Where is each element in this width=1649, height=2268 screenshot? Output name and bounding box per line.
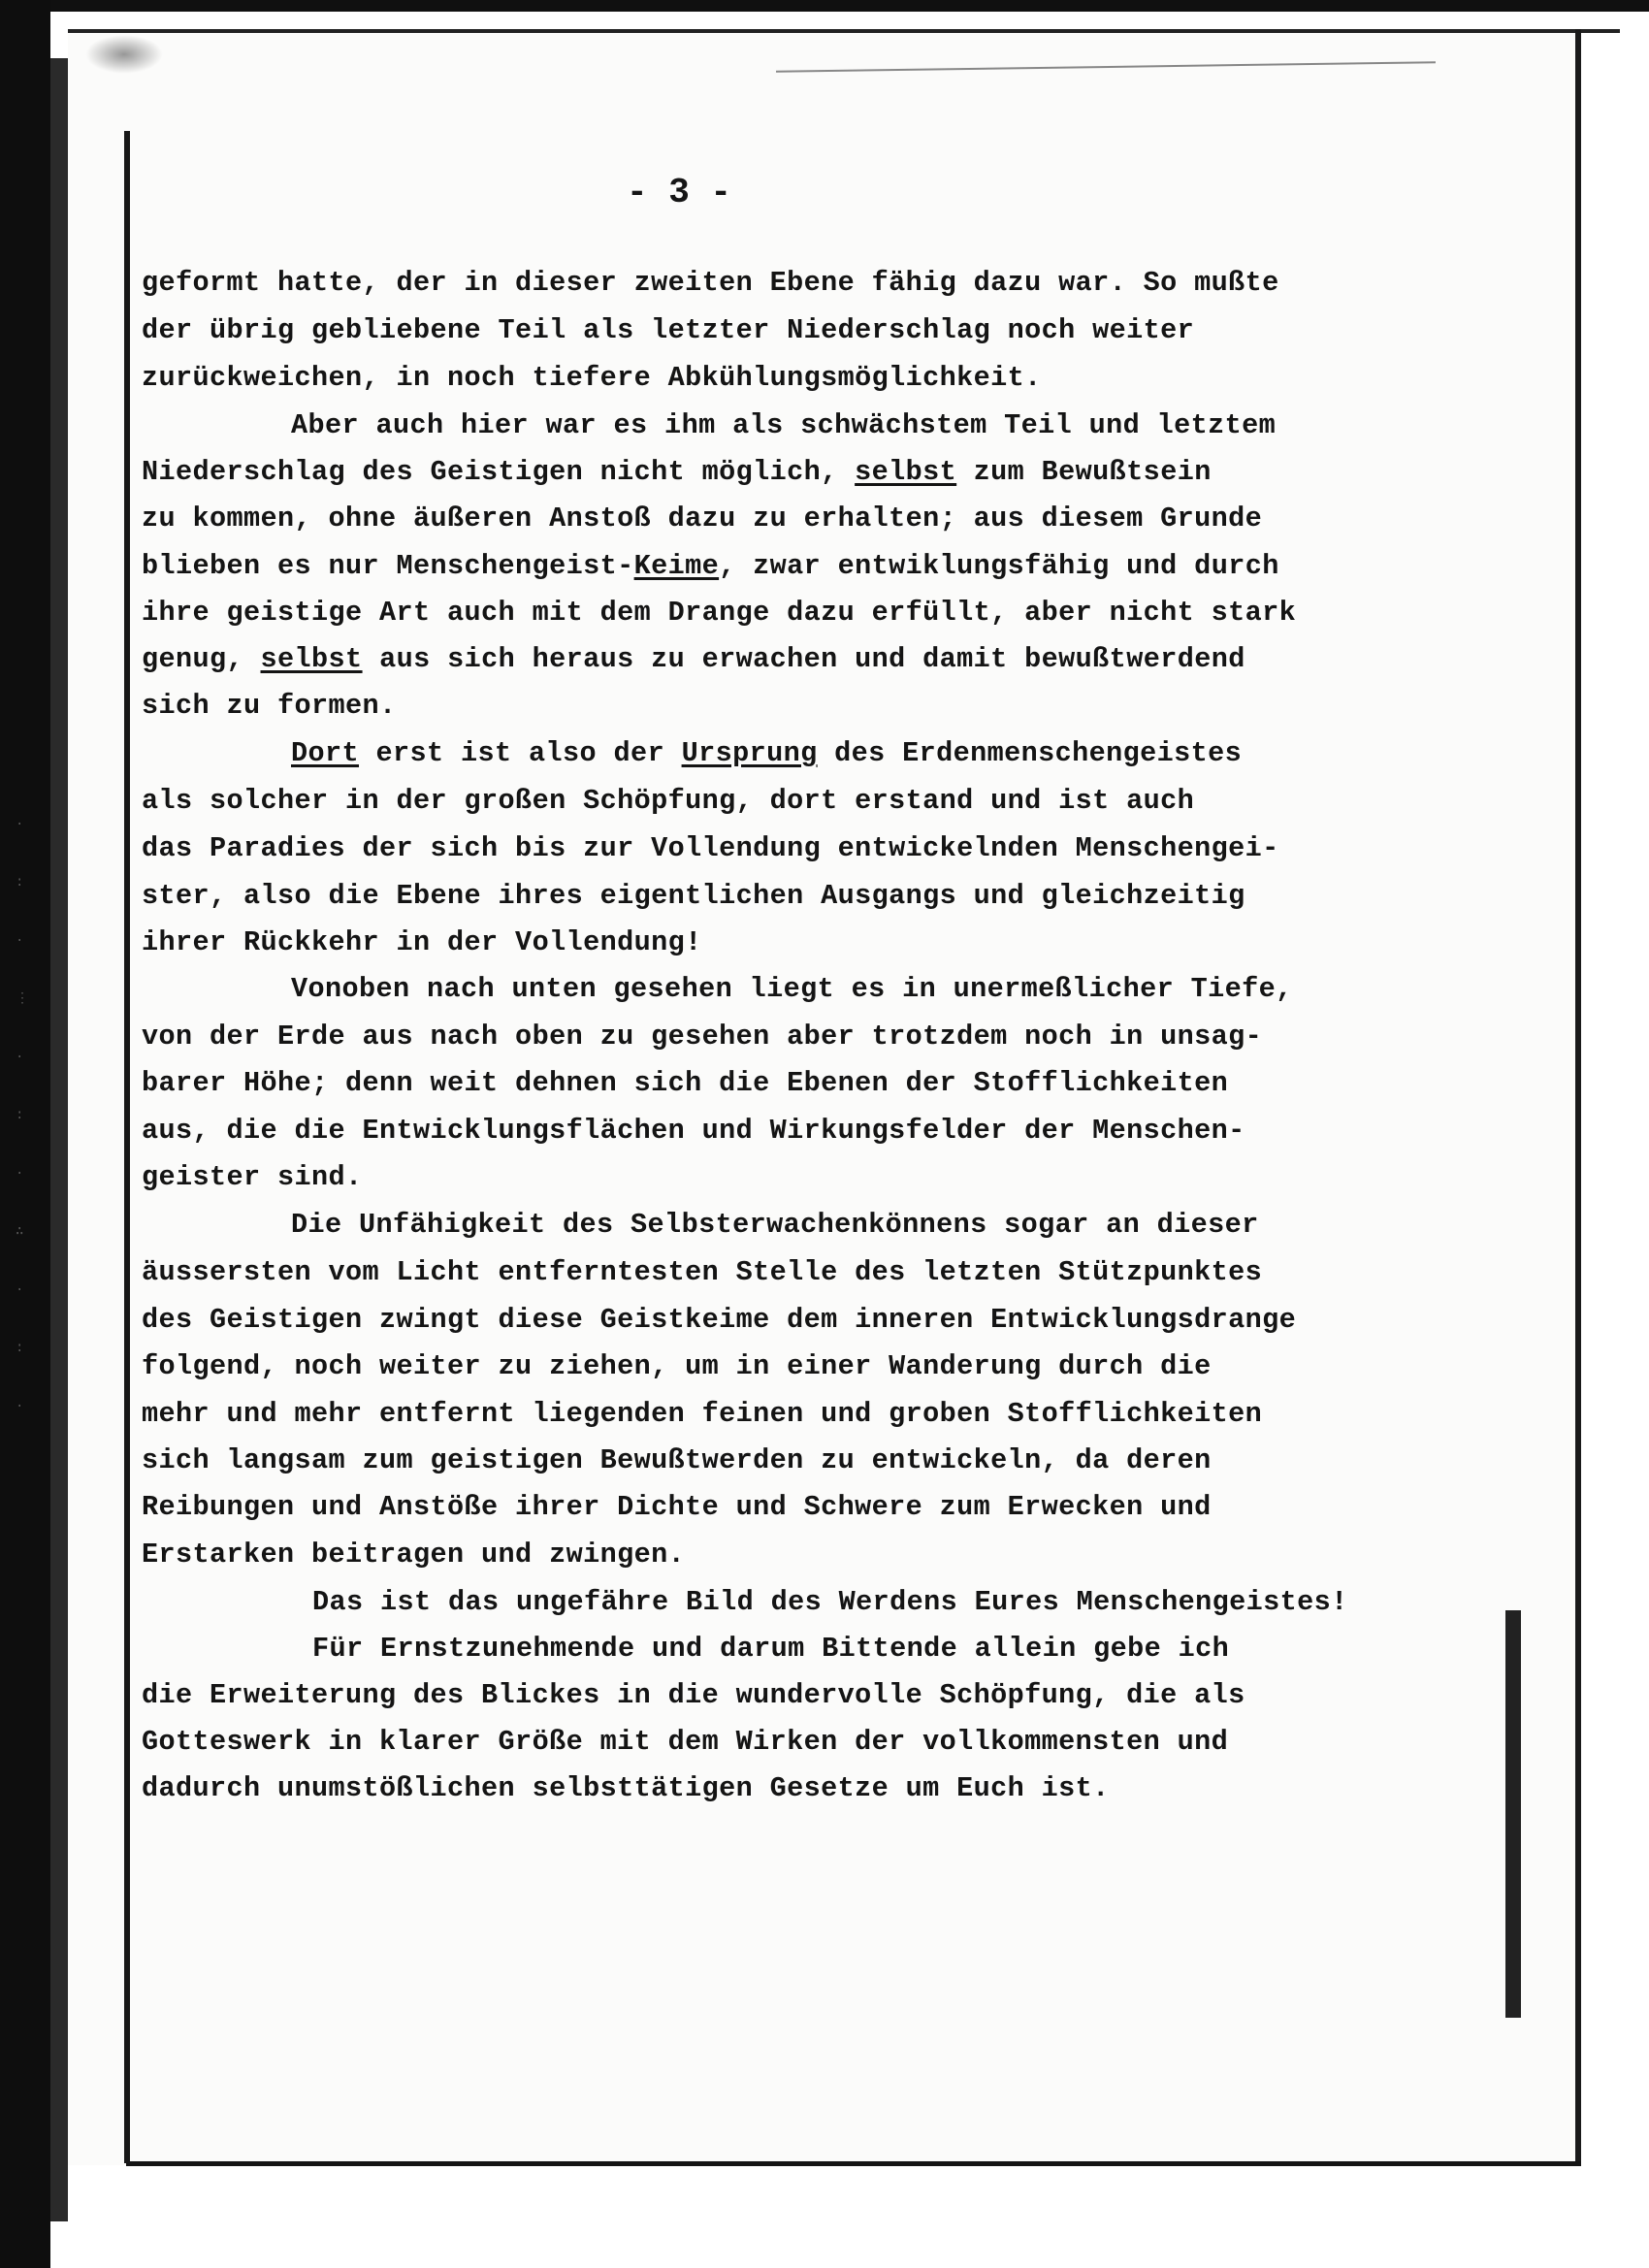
text-segment: aus sich heraus zu erwachen und damit bewußtwerdend (362, 643, 1245, 675)
text-line: Das ist das ungefähre Bild des Werdens Eures Menschengeistes! (312, 1586, 1348, 1618)
underlined-word: Ursprung (681, 737, 818, 769)
text-line: sich zu formen. (142, 690, 397, 722)
text-line: ster, also die Ebene ihres eigentlichen Ausgangs und gleichzeitig (142, 880, 1245, 912)
text-line: zu kommen, ohne äußeren Anstoß dazu zu erhalten; aus diesem Grunde (142, 502, 1263, 535)
text-line: ihrer Rückkehr in der Vollendung! (142, 926, 702, 958)
text-line: als solcher in der großen Schöpfung, dort erstand und ist auch (142, 785, 1195, 817)
text-segment: , zwar entwiklungsfähig und durch (719, 550, 1279, 582)
text-line: sich langsam zum geistigen Bewußtwerden zu entwickeln, da deren (142, 1444, 1212, 1476)
text-line: geister sind. (142, 1161, 363, 1193)
text-segment: des Erdenmenschengeistes (817, 737, 1243, 769)
text-line (291, 738, 1242, 769)
text-line: aus, die die Entwicklungsflächen und Wirkungsfelder der Menschen- (142, 1115, 1245, 1147)
underlined-word: Dort (291, 737, 360, 769)
text-line: geformt hatte, der in dieser zweiten Ebene fähig dazu war. So mußte (142, 267, 1279, 299)
text-line: Vonoben nach unten gesehen liegt es in unermeßlicher Tiefe, (291, 973, 1293, 1005)
text-line: des Geistigen zwingt diese Geistkeime dem inneren Entwicklungsdrange (142, 1304, 1297, 1336)
text-line: Aber auch hier war es ihm als schwächstem Teil und letztem (291, 409, 1277, 441)
text-line: der übrig gebliebene Teil als letzter Niederschlag noch weiter (142, 314, 1195, 346)
text-line: Die Unfähigkeit des Selbsterwachenkönnens sogar an dieser (291, 1209, 1259, 1241)
text-line: Gotteswerk in klarer Größe mit dem Wirken der vollkommensten und (142, 1726, 1229, 1758)
text-line: äussersten vom Licht entferntesten Stelle des letzten Stützpunktes (142, 1256, 1263, 1288)
underlined-word: selbst (260, 643, 363, 675)
text-line: Erstarken beitragen und zwingen. (142, 1539, 686, 1571)
text-line: das Paradies der sich bis zur Vollendung entwickelnden Menschengei- (142, 832, 1279, 864)
text-segment: Niederschlag des Geistigen nicht möglich, (142, 456, 856, 488)
text-line: folgend, noch weiter zu ziehen, um in einer Wanderung durch die (142, 1350, 1212, 1382)
text-segment: genug, (142, 643, 261, 675)
text-line: die Erweiterung des Blickes in die wundervolle Schöpfung, die als (142, 1679, 1245, 1711)
text-line: mehr und mehr entfernt liegenden feinen und groben Stofflichkeiten (142, 1398, 1263, 1430)
text-segment: zum Bewußtsein (956, 456, 1212, 488)
text-line: ihre geistige Art auch mit dem Drange dazu erfüllt, aber nicht stark (142, 597, 1297, 629)
page-number: - 3 - (626, 173, 732, 212)
text-line: barer Höhe; denn weit dehnen sich die Ebenen der Stofflichkeiten (142, 1067, 1229, 1099)
text-line: Reibungen und Anstöße ihrer Dichte und Schwere zum Erwecken und (142, 1491, 1212, 1523)
text-line: von der Erde aus nach oben zu gesehen aber trotzdem noch in unsag- (142, 1021, 1263, 1053)
text-segment: blieben es nur Menschengeist- (142, 550, 634, 582)
text-line: dadurch unumstößlichen selbsttätigen Gesetze um Euch ist. (142, 1772, 1110, 1804)
margin-specks: · : · ⋮ · : · ∴ · : · (16, 817, 29, 1414)
text-line (142, 644, 1245, 675)
text-line: Für Ernstzunehmende und darum Bittende allein gebe ich (312, 1633, 1230, 1665)
text-line: zurückweichen, in noch tiefere Abkühlungsmöglichkeit. (142, 362, 1042, 394)
text-segment: erst ist also der (359, 737, 682, 769)
underlined-word: selbst (855, 456, 957, 488)
text-line (142, 551, 1279, 582)
text-line (142, 457, 1212, 488)
underlined-word: Keime (633, 550, 720, 582)
